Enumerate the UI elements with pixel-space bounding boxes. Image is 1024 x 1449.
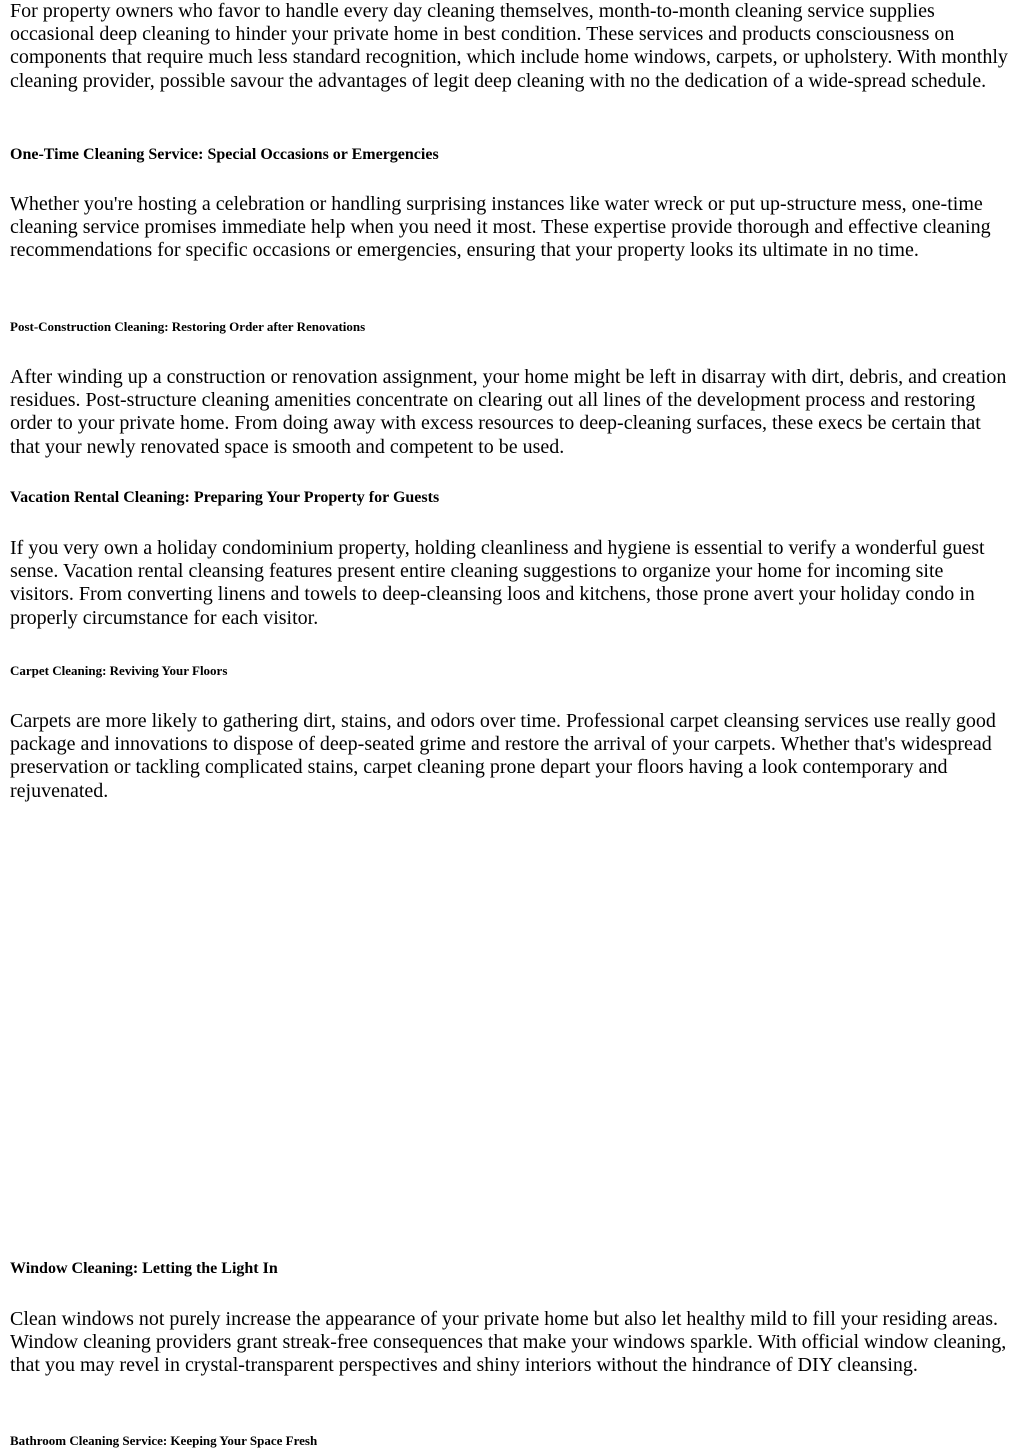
intro-paragraph: For property owners who favor to handle every day cleaning themselves, month-to-month cleaning service supplies occasional deep cleaning to hinder your private home in best condition. These services and products consciousness on components that require much less standard recognition, which include home windows, carpets, or upholstery. With monthly cleaning provider, possible savour the advantages of legit deep cleaning with no the dedication of a wide-spread schedule.	[10, 0, 1008, 92]
section-heading-vacation-rental-cleaning: Vacation Rental Cleaning: Preparing Your Property for Guests	[10, 489, 440, 506]
section-heading-carpet-cleaning: Carpet Cleaning: Reviving Your Floors	[10, 663, 228, 678]
section-heading-bathroom-cleaning: Bathroom Cleaning Service: Keeping Your Space Fresh	[10, 1433, 318, 1448]
section-body-window-cleaning: Clean windows not purely increase the appearance of your private home but also let healthy mild to fill your residing areas. Window cleaning providers grant streak-free consequences that make your windows sparkle. With official window cleaning, that you may revel in crystal-transparent perspectives and shiny interiors without the hindrance of DIY cleansing.	[10, 1308, 1007, 1377]
section-body-one-time-cleaning: Whether you're hosting a celebration or handling surprising instances like water wreck or put up-structure mess, one-time cleaning service promises immediate help when you need it most. These expertise provide thorough and effective cleaning recommendations for specific occasions or emergencies, ensuring that your property looks its ultimate in no time.	[10, 193, 991, 262]
section-heading-post-construction-cleaning: Post-Construction Cleaning: Restoring Order after Renovations	[10, 319, 366, 334]
section-body-carpet-cleaning: Carpets are more likely to gathering dirt, stains, and odors over time. Professional carpet cleansing services use really good package and innovations to dispose of deep-seated grime and restore the arrival of your carpets. Whether that's widespread preservation or tackling complicated stains, carpet cleaning prone depart your floors having a look contemporary and rejuvenated.	[10, 710, 996, 802]
section-heading-window-cleaning: Window Cleaning: Letting the Light In	[10, 1260, 278, 1277]
section-heading-one-time-cleaning: One-Time Cleaning Service: Special Occasions or Emergencies	[10, 146, 439, 163]
section-body-post-construction-cleaning: After winding up a construction or renovation assignment, your home might be left in disarray with dirt, debris, and creation residues. Post-structure cleaning amenities concentrate on clearing out all lines of the development process and restoring order to your private home. From doing away with excess resources to deep-cleaning surfaces, these execs be certain that that your newly renovated space is smooth and competent to be used.	[10, 366, 1007, 458]
section-body-vacation-rental-cleaning: If you very own a holiday condominium property, holding cleanliness and hygiene is essential to verify a wonderful guest sense. Vacation rental cleansing features present entire cleaning suggestions to organize your home for incoming site visitors. From converting linens and towels to deep-cleansing loos and kitchens, those prone avert your holiday condo in properly circumstance for each visitor.	[10, 537, 985, 629]
